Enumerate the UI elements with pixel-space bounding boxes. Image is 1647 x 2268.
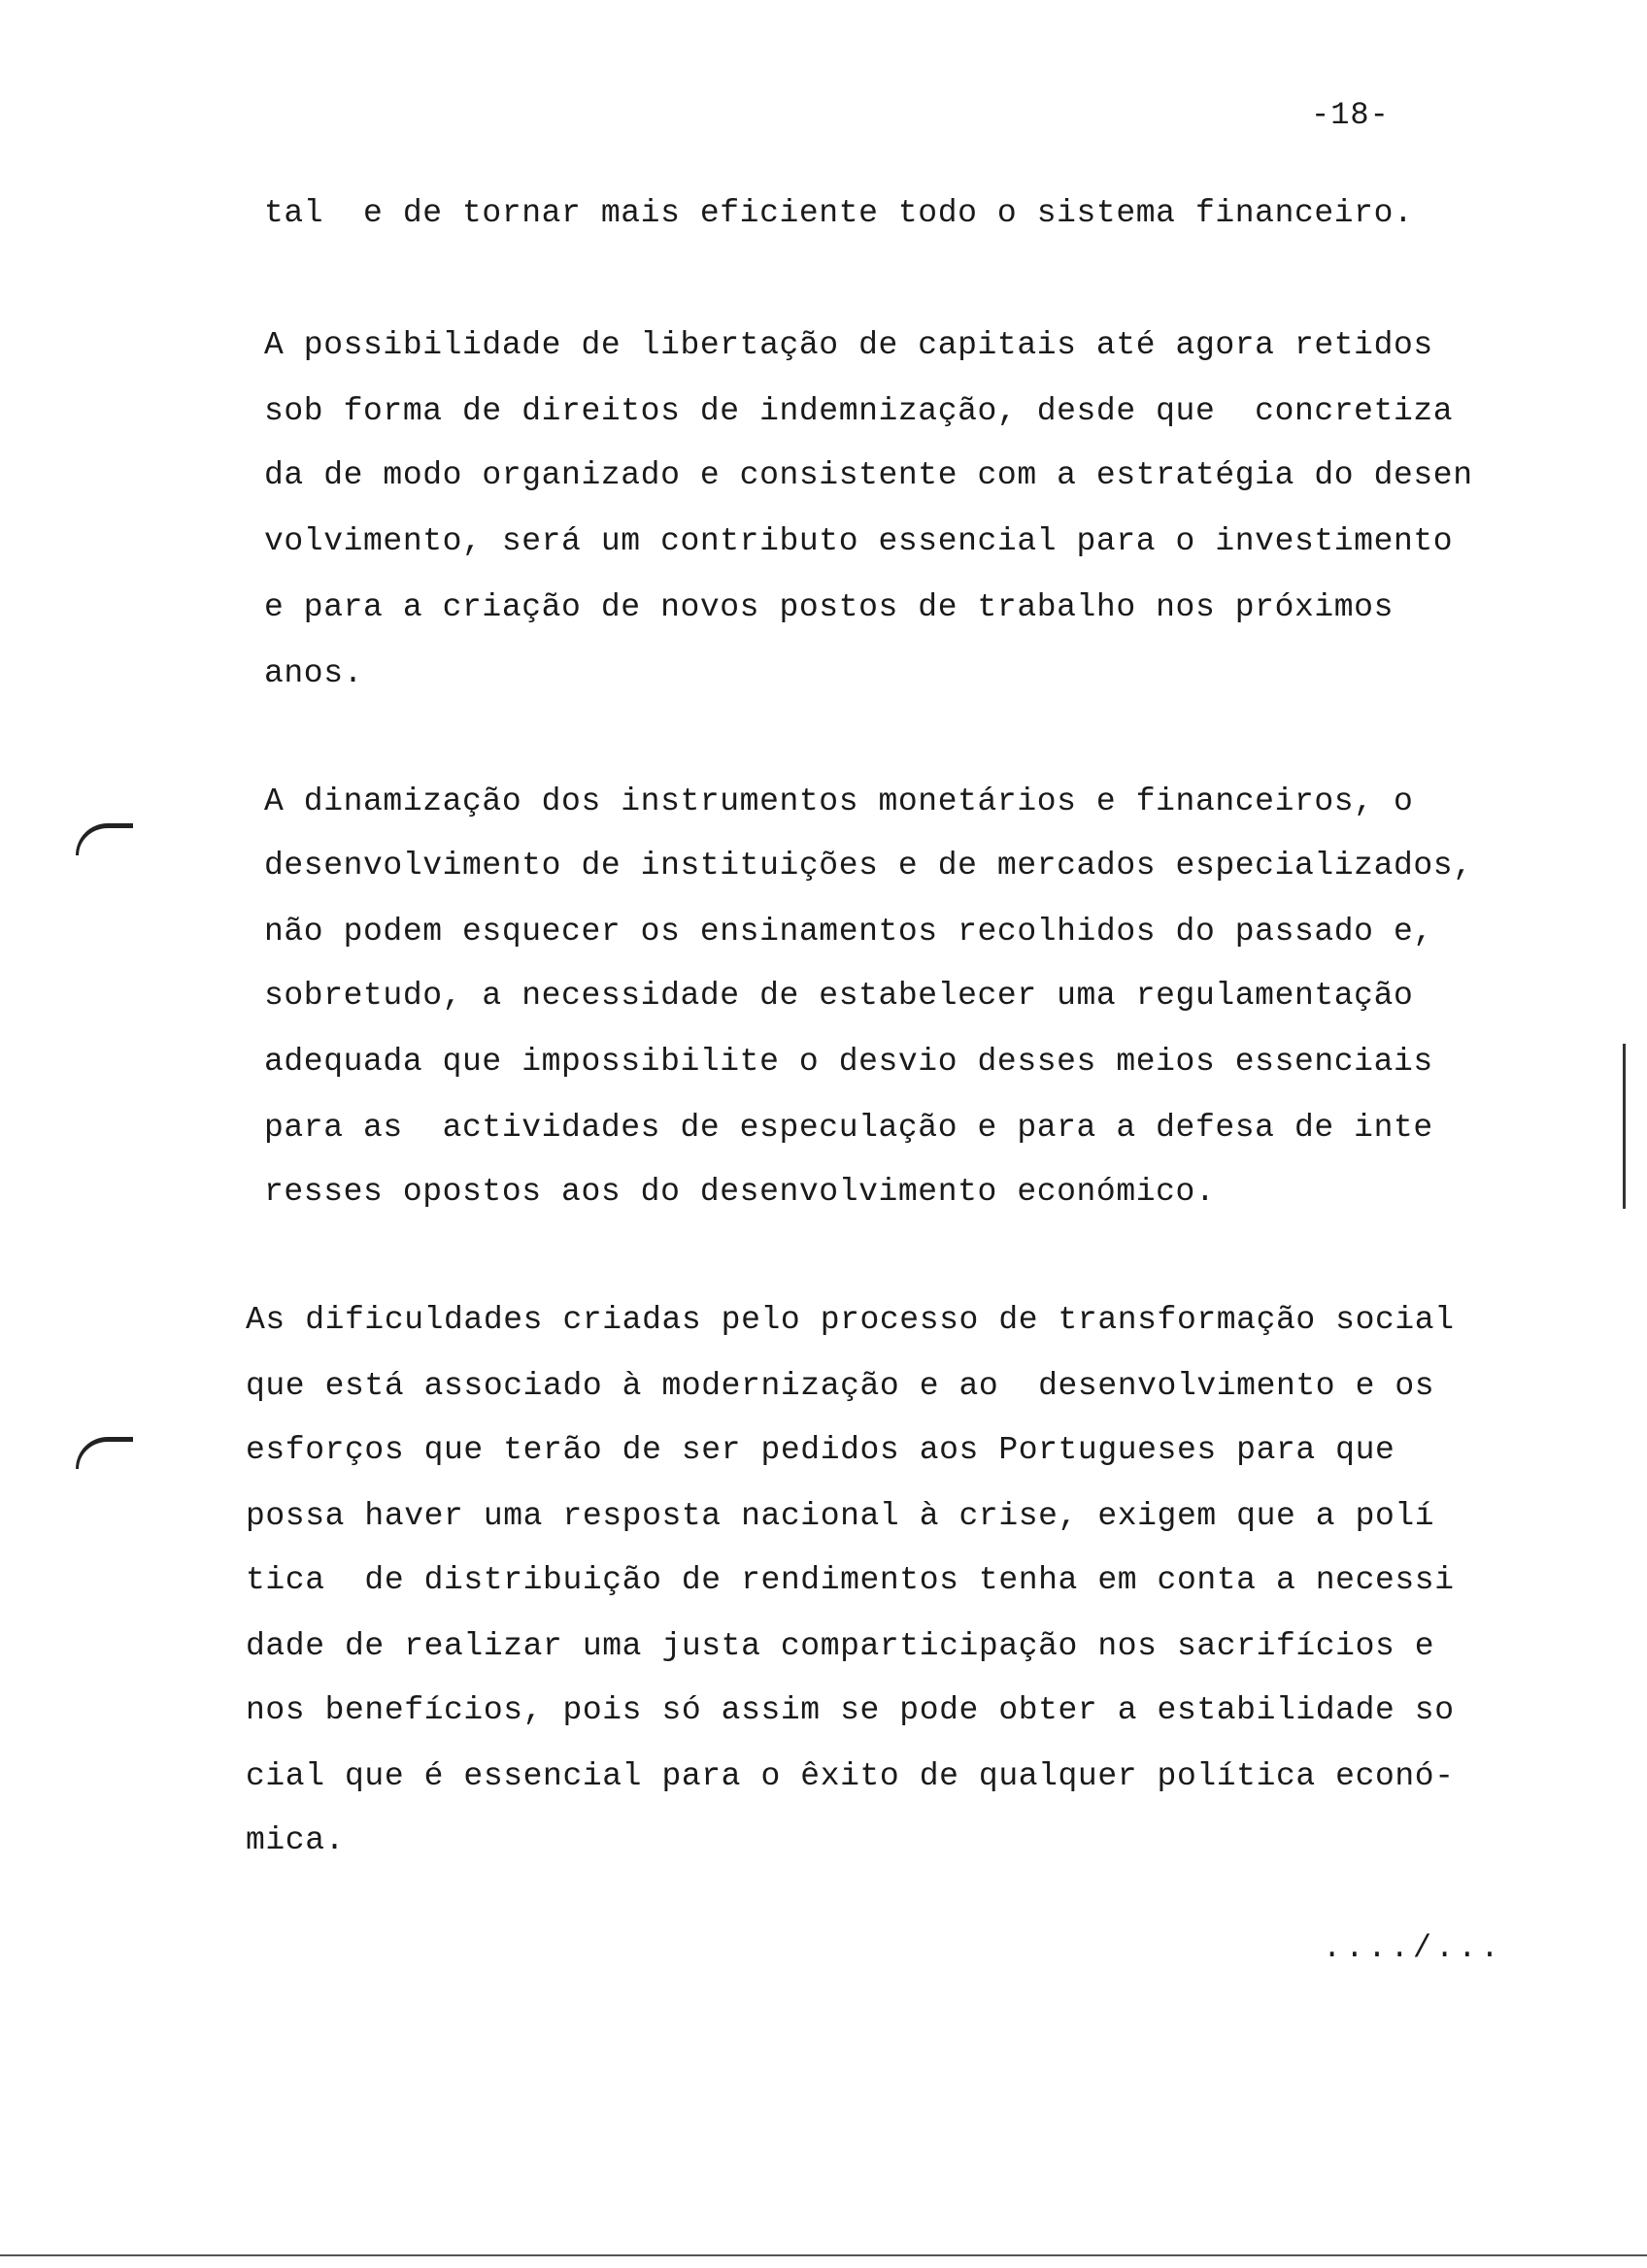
paragraph-line: A dinamização dos instrumentos monetários e financeiros, o	[264, 784, 1414, 819]
punch-hole-mark	[76, 1437, 133, 1469]
paragraph-line: nos benefícios, pois só assim se pode obter a estabilidade so	[246, 1692, 1455, 1728]
margin-line	[1623, 1044, 1626, 1209]
paragraph-line: da de modo organizado e consistente com a estratégia do desen	[264, 457, 1473, 493]
paragraph-line: que está associado à modernização e ao desenvolvimento e os	[246, 1368, 1435, 1404]
paragraph-line: e para a criação de novos postos de trabalho nos próximos	[264, 589, 1394, 625]
paragraph-line: A possibilidade de libertação de capitais até agora retidos	[264, 327, 1433, 363]
paragraph-line: adequada que impossibilite o desvio desses meios essenciais	[264, 1044, 1433, 1080]
paragraph-line: dade de realizar uma justa comparticipação nos sacrifícios e	[246, 1628, 1435, 1664]
paragraph-line: tica de distribuição de rendimentos tenha em conta a necessi	[246, 1562, 1455, 1598]
paragraph-line: possa haver uma resposta nacional à crise, exigem que a polí	[246, 1498, 1435, 1534]
paragraph-line: As dificuldades criadas pelo processo de transformação social	[246, 1302, 1455, 1338]
paragraph-line: anos.	[264, 655, 364, 691]
page-number: -18-	[1311, 97, 1390, 133]
paragraph-line: mica.	[246, 1822, 346, 1858]
paragraph-line: desenvolvimento de instituições e de mercados especializados,	[264, 848, 1473, 884]
paragraph-line: resses opostos aos do desenvolvimento económico.	[264, 1174, 1216, 1210]
punch-hole-mark	[76, 823, 133, 855]
paragraph-line: não podem esquecer os ensinamentos recolhidos do passado e,	[264, 914, 1433, 950]
paragraph-line: para as actividades de especulação e para a defesa de inte	[264, 1110, 1433, 1146]
paragraph-line: esforços que terão de ser pedidos aos Portugueses para que	[246, 1432, 1395, 1468]
paragraph-line: sobretudo, a necessidade de estabelecer uma regulamentação	[264, 978, 1414, 1014]
paragraph-line: sob forma de direitos de indemnização, desde que concretiza	[264, 393, 1454, 429]
paragraph-line: volvimento, será um contributo essencial para o investimento	[264, 523, 1454, 559]
bottom-rule	[0, 2254, 1647, 2256]
paragraph-line: cial que é essencial para o êxito de qualquer política econó-	[246, 1758, 1455, 1794]
continuation-marker: ..../...	[1323, 1930, 1503, 1966]
paragraph-line: tal e de tornar mais eficiente todo o sistema financeiro.	[264, 195, 1414, 231]
